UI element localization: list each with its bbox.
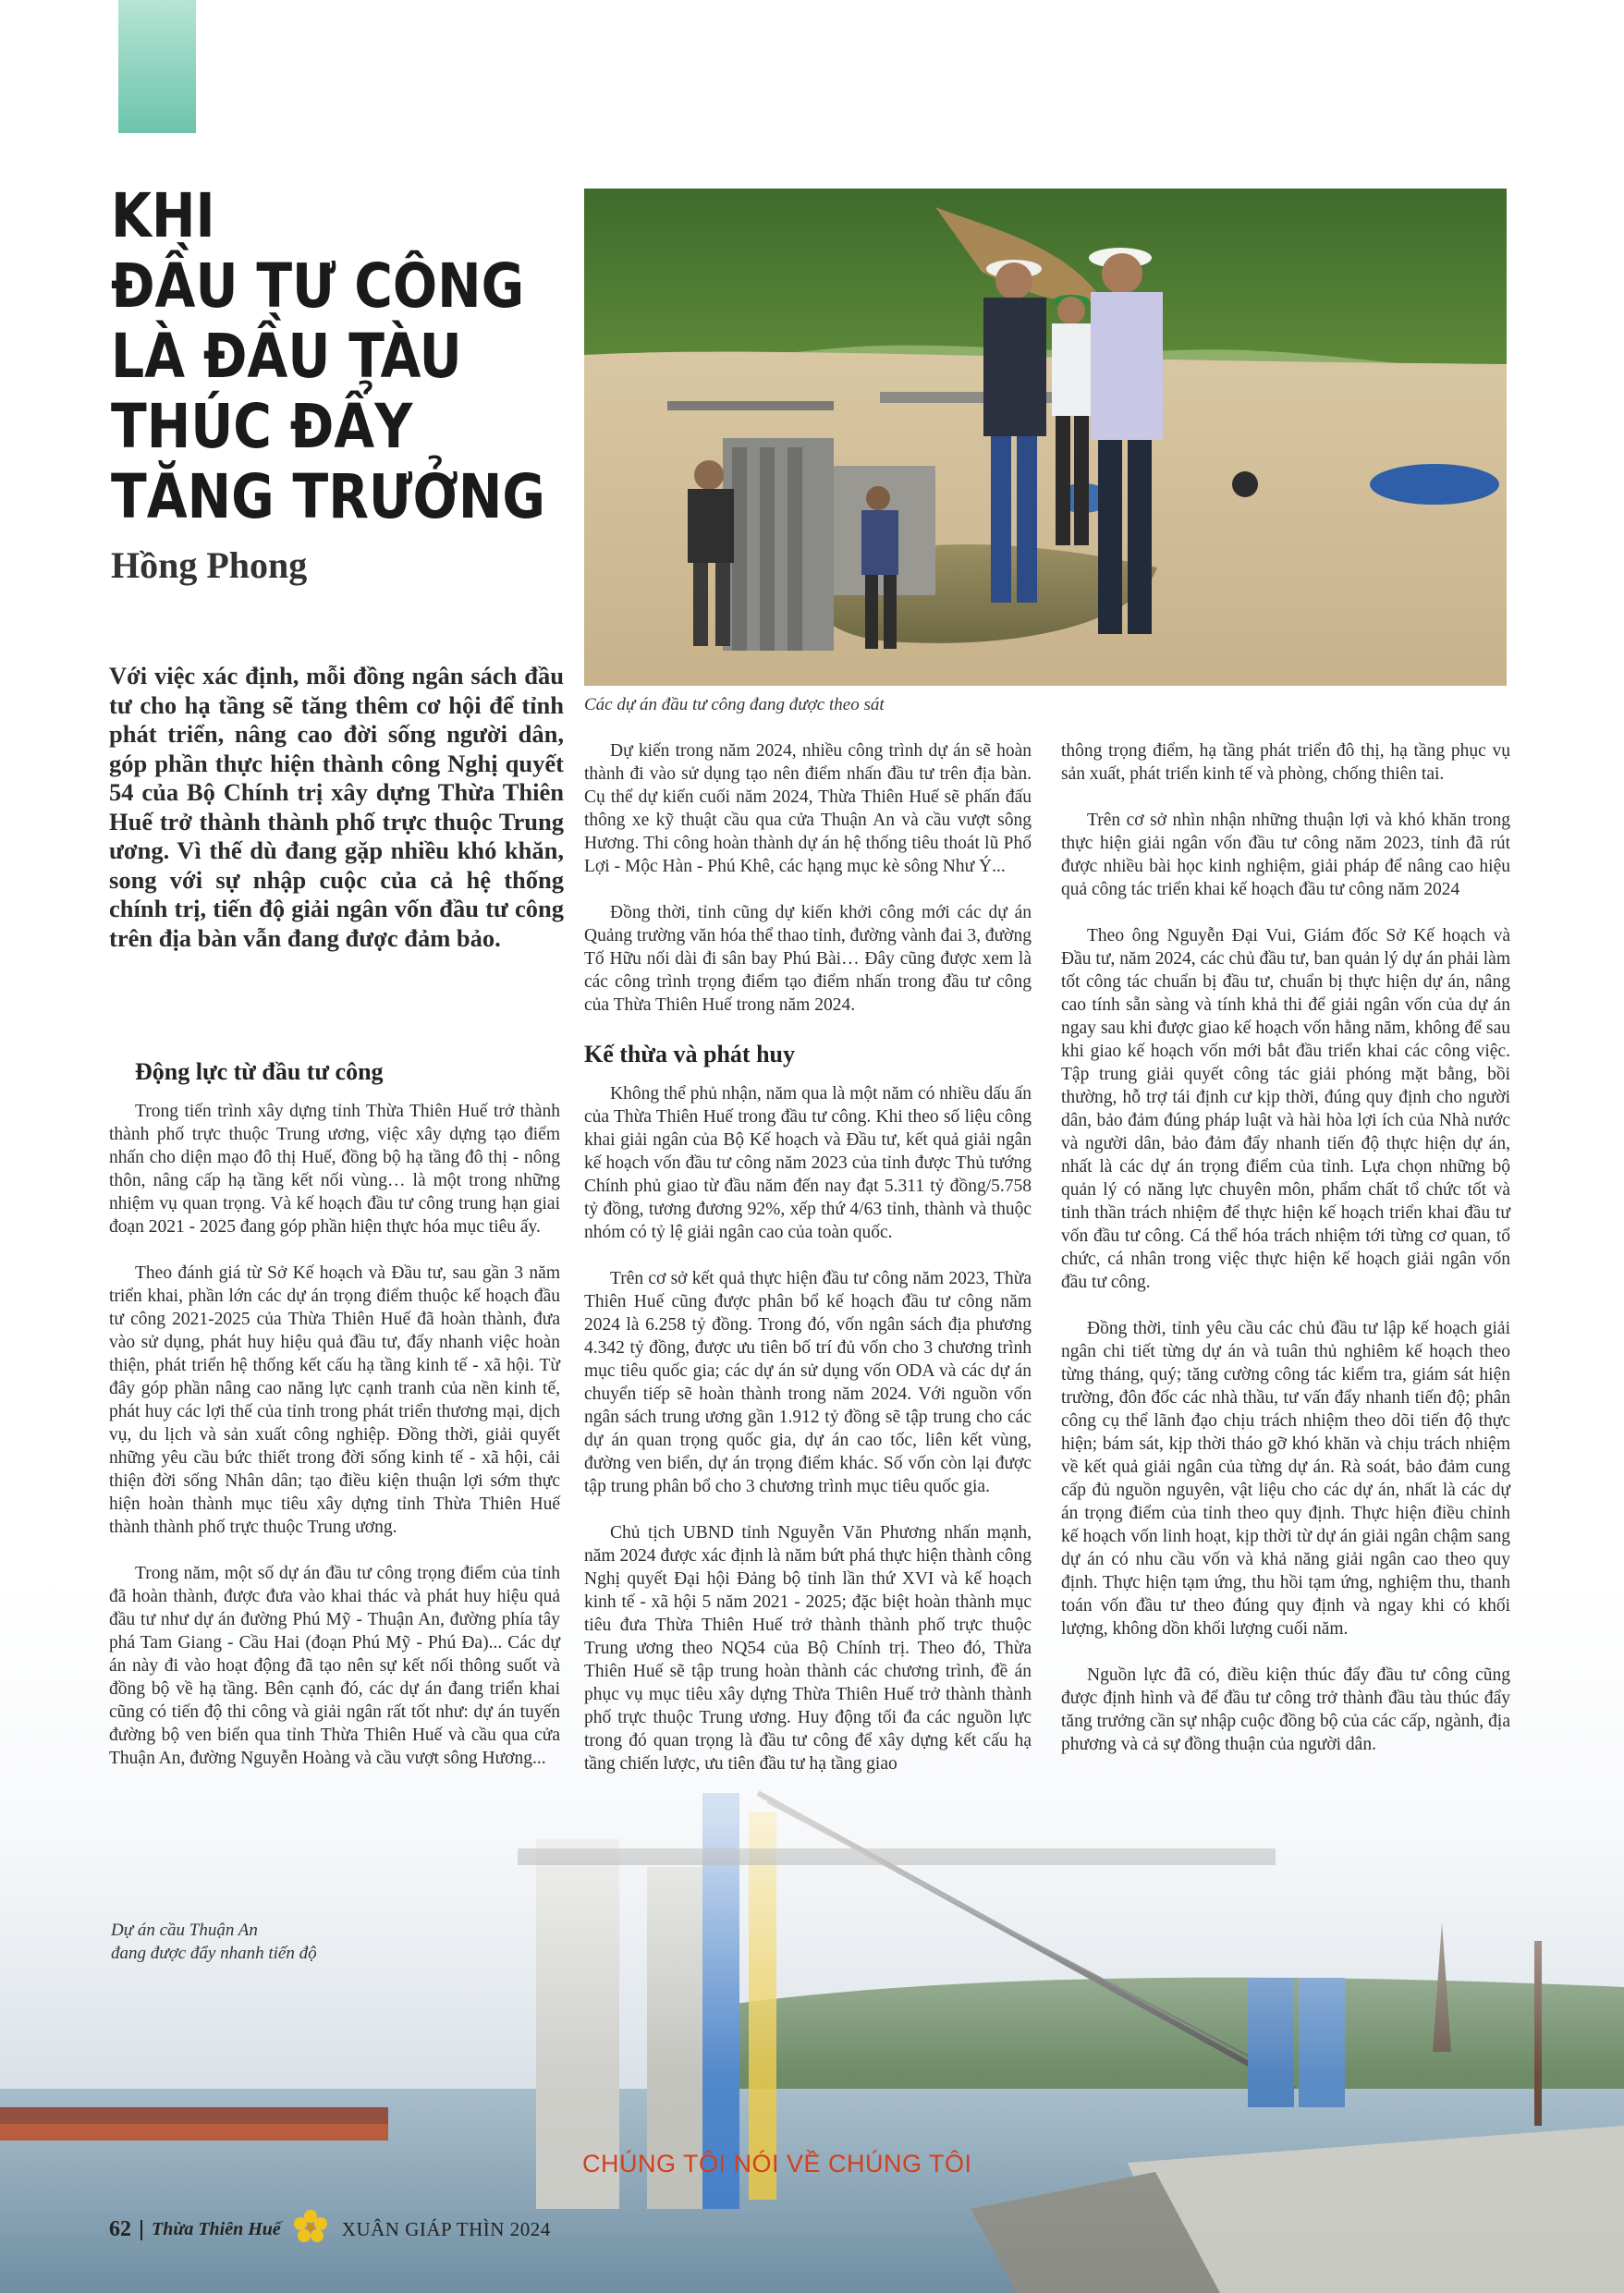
body-paragraph: Trên cơ sở nhìn nhận những thuận lợi và khó khăn trong thực hiện giải ngân vốn đầu tư công năm 2023, tỉnh đã rút được nhiều bài học kinh nghiệm, giải pháp để nâng cao hiệu quả công tác triển khai kế hoạch đầu tư công năm 2024 [1061,811,1510,899]
article-title [111,180,546,532]
issue-name: XUÂN GIÁP THÌN 2024 [341,2218,551,2240]
body-paragraph: Đồng thời, tỉnh cũng dự kiến khởi công mới các dự án Quảng trường văn hóa thể thao tỉnh, đường vành đai 3, đường Tố Hữu nối dài đi sân bay Phú Bài… Đây cũng được xem là các công trình trọng điểm tạo điểm nhấn trong đầu tư công của Thừa Thiên Huế trong năm 2024. [584,903,1032,1015]
body-paragraph: Trong tiến trình xây dựng tỉnh Thừa Thiên Huế trở thành thành phố trực thuộc Trung ương, việc xây dựng tạo điểm nhấn cho diện mạo đô thị Huế, đồng bộ hạ tầng đô thị - nông thôn, nâng cấp hạ tầng kết nối vùng… là một trong những nhiệm vụ quan trọng. Và kế hoạch đầu tư công trung hạn giai đoạn 2021 - 2025 đang góp phần hiện thực hóa mục tiêu ấy. [109,1102,560,1237]
title-line: KHI [111,180,215,251]
top-photo-caption: Các dự án đầu tư công đang được theo sát [584,695,885,714]
construction-site-photo [584,189,1507,686]
slogan: CHÚNG TÔI NÓI VỀ CHÚNG TÔI [582,2150,972,2177]
body-paragraph: Trong năm, một số dự án đầu tư công trọng điểm của tỉnh đã hoàn thành, được đưa vào khai thác và phát huy hiệu quả đầu tư như dự án đường Phú Mỹ - Thuận An, đường phía tây phá Tam Giang - Cầu Hai (đoạn Phú Mỹ - Phú Đa)... Các dự án này đi vào hoạt động đã tạo nên sự kết nối thông suốt và đồng bộ về hạ tầng. Bên cạnh đó, các dự án đang triển khai cũng có tiến độ thi công và giải ngân rất tốt như: dự án tuyến đường bộ ven biển qua tỉnh Thừa Thiên Huế và cầu qua cửa Thuận An, đường Nguyễn Hoàng và cầu vượt sông Hương... [109,1564,560,1768]
body-paragraph: Nguồn lực đã có, điều kiện thúc đẩy đầu tư công cũng được định hình và để đầu tư công trở thành đầu tàu thúc đẩy tăng trưởng cần sự nhập cuộc đồng bộ của các cấp, ngành, địa phương và cả sự đồng thuận của người dân. [1061,1665,1510,1754]
bottom-photo-caption [111,1919,388,1965]
body-paragraph: Trên cơ sở kết quả thực hiện đầu tư công năm 2023, Thừa Thiên Huế cũng được phân bổ kế hoạch đầu tư công năm 2024 là 6.258 tỷ đồng. Trong đó, vốn ngân sách địa phương 4.342 tỷ đồng, được ưu tiên bố trí đủ vốn cho 3 chương trình mục tiêu quốc gia; các dự án sử dụng vốn ODA và các dự án chuyển tiếp sẽ hoàn thành trong năm 2024. Với nguồn vốn ngân sách trung ương gần 1.912 tỷ đồng sẽ tập trung cho các dự án quan trọng quốc gia, dự án cao tốc, liên kết vùng, đường ven biển, dự án trọng điểm khác. Số vốn còn lại được tập trung phân bổ cho 3 chương trình mục tiêu quốc gia. [584,1269,1032,1496]
page-number: 62 [109,2217,131,2241]
section-heading: Động lực từ đầu tư công [135,1058,384,1085]
body-paragraph: thông trọng điểm, hạ tầng phát triển đô thị, hạ tầng phục vụ sản xuất, phát triển kinh tế và phòng, chống thiên tai. [1061,741,1510,784]
magazine-name: Thừa Thiên Huế [152,2219,281,2239]
title-line: ĐẦU TƯ CÔNG [111,250,525,322]
caption-line: đang được đẩy nhanh tiến độ [111,1944,317,1963]
lead-paragraph: Với việc xác định, mỗi đồng ngân sách đầu tư cho hạ tầng sẽ tăng thêm cơ hội để tỉnh phát triển, nâng cao đời sống người dân, góp phần thực hiện thành công Nghị quyết 54 của Bộ Chính trị xây dựng Thừa Thiên Huế trở thành thành phố trực thuộc Trung ương. Vì thế dù đang gặp nhiều khó khăn, song với sự nhập cuộc của cả hệ thống chính trị, tiến độ giải ngân vốn đầu tư công trên địa bàn vẫn đang được đảm bảo. [109,662,564,952]
body-paragraph: Chủ tịch UBND tỉnh Nguyễn Văn Phương nhấn mạnh, năm 2024 được xác định là năm bứt phá thực hiện thành công Nghị quyết Đại hội Đảng bộ tỉnh lần thứ XVI và kế hoạch kinh tế - xã hội 5 năm 2021 - 2025; đặc biệt hoàn thành mục tiêu đưa Thừa Thiên Huế trở thành thành phố trực thuộc Trung ương theo NQ54 của Bộ Chính trị. Theo đó, Thừa Thiên Huế sẽ tập trung hoàn thành các chương trình, đề án phục vụ mục tiêu xây dựng Thừa Thiên Huế trở thành thành phố trực thuộc Trung ương. Huy động tối đa các nguồn lực trong đó quan trọng là đầu tư công để xây dựng kết cấu hạ tầng chiến lược, ưu tiên đầu tư hạ tầng giao [584,1523,1032,1774]
body-paragraph: Đồng thời, tỉnh yêu cầu các chủ đầu tư lập kế hoạch giải ngân chi tiết từng dự án và tuân thủ nghiêm kế hoạch theo từng tháng, quý; tăng cường công tác kiểm tra, giám sát hiện trường, đôn đốc các nhà thầu, tư vấn đẩy nhanh tiến độ; phân công cụ thể lãnh đạo chịu trách nhiệm theo dõi tiến độ thực hiện; bám sát, kịp thời tháo gỡ khó khăn và chịu trách nhiệm về kết quả giải ngân của từng dự án. Rà soát, bảo đảm cung cấp đủ nguồn nguyên, vật liệu cho các dự án, nhất là các dự án trọng điểm của tỉnh theo quy định. Thực hiện điều chỉnh kế hoạch vốn linh hoạt, kịp thời từ dự án giải ngân chậm sang dự án có nhu cầu vốn và khả năng giải ngân cao theo quy định. Thực hiện tạm ứng, thu hồi tạm ứng, nghiệm thu, thanh toán vốn đầu tư theo đúng quy định và ngay khi có khối lượng, không dồn khối lượng cuối năm. [1061,1319,1510,1639]
title-line: LÀ ĐẦU TÀU [111,321,462,392]
author-name: Hồng Phong [111,544,308,586]
article-column-2 [584,739,1032,1799]
apricot-flower-icon [290,2207,331,2252]
body-paragraph: Dự kiến trong năm 2024, nhiều công trình dự án sẽ hoàn thành đi vào sử dụng tạo nên điểm nhấn đầu tư trên địa bàn. Cụ thể dự kiến cuối năm 2024, Thừa Thiên Huế sẽ phấn đấu thông xe kỹ thuật cầu qua cửa Thuận An và cầu vượt sông Hương. Thi công hoàn thành dự án hệ thống tiêu thoát lũ Phổ Lợi - Mộc Hàn - Phú Khê, các hạng mục kè sông Như Ý... [584,741,1032,876]
title-line: TĂNG TRƯỞNG [111,461,546,532]
article-column-3 [1061,739,1510,1779]
title-line: THÚC ĐẨY [111,391,413,462]
section-heading: Kế thừa và phát huy [584,1041,795,1067]
caption-line: Dự án cầu Thuận An [111,1921,258,1940]
footer-divider [140,2220,142,2240]
page-footer [109,2207,551,2252]
body-paragraph: Không thể phủ nhận, năm qua là một năm có nhiều dấu ấn của Thừa Thiên Huế trong đầu tư công. Khi theo số liệu công khai giải ngân của Bộ Kế hoạch và Đầu tư, kết quả giải ngân kế hoạch vốn đầu tư công năm 2023 của tỉnh được Thủ tướng Chính phủ giao từ đầu năm đến nay đạt 5.311 tỷ đồng/5.758 tỷ đồng, tương đương 92%, xếp thứ 4/63 tỉnh, thành và thuộc nhóm có tỷ lệ giải ngân cao của toàn quốc. [584,1084,1032,1242]
body-paragraph: Theo ông Nguyễn Đại Vui, Giám đốc Sở Kế hoạch và Đầu tư, năm 2024, các chủ đầu tư, ban quản lý dự án phải làm tốt công tác chuẩn bị đầu tư, chuẩn bị thực hiện dự án, nâng cao tính sẵn sàng và tính khả thi để giải ngân vốn của dự án ngay sau khi được giao kế hoạch vốn hằng năm, không để sau khi giao kế hoạch vốn mới bắt đầu triển khai các công việc. Tập trung giải quyết công tác giải phóng mặt bằng, bồi thường, hỗ trợ tái định cư kịp thời, đúng quy định cho người dân, bảo đảm đúng pháp luật và hài hòa lợi ích của Nhà nước và người dân, bảo đảm đẩy nhanh tiến độ thực hiện dự án, nhất là các dự án trọng điểm của tỉnh. Lựa chọn những bộ quản lý có năng lực chuyên môn, phẩm chất tổ chức tốt và tinh thần trách nhiệm để thực hiện kế hoạch triển khai đầu tư vốn đầu tư công. Cá thể hóa trách nhiệm tới từng cơ quan, tổ chức, cá nhân trong việc thực hiện kế hoạch giải ngân vốn đầu tư công. [1061,926,1510,1292]
article-column-1 [109,1054,560,1793]
construction-site-illustration [584,189,1507,686]
body-paragraph: Theo đánh giá từ Sở Kế hoạch và Đầu tư, sau gần 3 năm triển khai, phần lớn các dự án trọng điểm thuộc kế hoạch đầu tư công 2021-2025 của Thừa Thiên Huế đã hoàn thành, đưa vào sử dụng, phát huy hiệu quả đầu tư, đẩy nhanh việc hoàn thiện, phát triển hệ thống kết cấu hạ tầng kinh tế - xã hội. Từ đây góp phần nâng cao năng lực cạnh tranh của nền kinh tế, phát huy các lợi thế của tỉnh trong phát triển thương mại, dịch vụ, du lịch và sản xuất công nghiệp. Đồng thời, giải quyết những yêu cầu bức thiết trong đời sống kinh tế - xã hội, cải thiện đời sống Nhân dân; tạo điều kiện thuận lợi sớm thực hiện hoàn thành mục tiêu xây dựng tỉnh Thừa Thiên Huế thành thành phố trực thuộc Trung ương. [109,1263,560,1537]
accent-bar [118,0,196,133]
